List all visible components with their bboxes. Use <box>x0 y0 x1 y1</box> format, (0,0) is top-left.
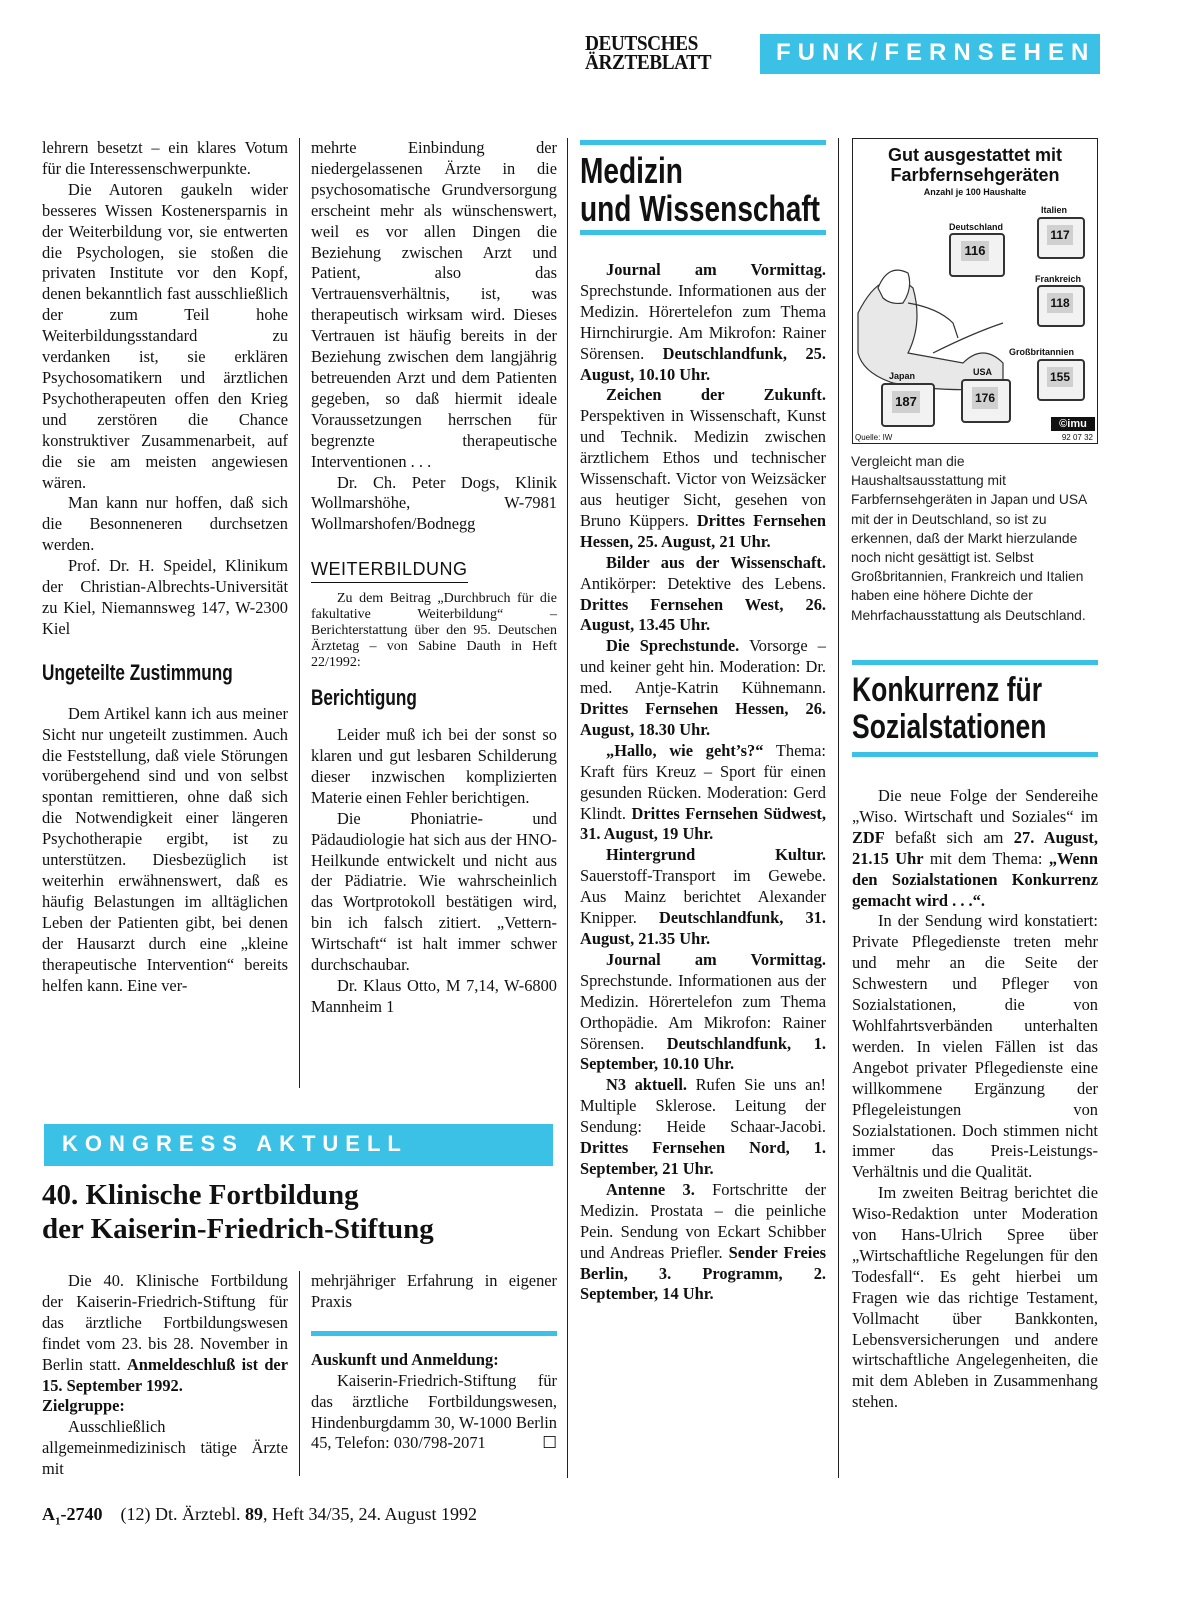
kongress-title-line1: 40. Klinische Fortbildung <box>42 1179 359 1211</box>
program-description: Vorsorge – und keiner geht hin. Moderation: Dr. med. Antje-Katrin Kühnemann. <box>580 636 826 698</box>
letter-signature: Dr. Klaus Otto, M 7,14, W-6800 Mannheim 1 <box>311 976 557 1016</box>
tv-listing-item <box>580 1075 826 1180</box>
program-name: Antenne 3. <box>606 1179 695 1199</box>
program-description: Rufen Sie uns an! Multiple Sklerose. Leitung der Sendung: Heide Schaar-Jacobi. <box>580 1075 826 1137</box>
divider-bar <box>580 140 826 145</box>
kongress-banner <box>44 1124 553 1166</box>
konkurrenz-intro <box>852 786 1098 911</box>
infographic-code: 92 07 32 <box>1061 433 1093 442</box>
program-airtime: Drittes Fernsehen Nord, 1. September, 21 Uhr. <box>580 1138 826 1178</box>
letter-heading: Ungeteilte Zustimmung <box>42 659 233 685</box>
letter-signature: Dr. Ch. Peter Dogs, Klinik Wollmarshöhe, W-7981 Wollmarshofen/Bodnegg <box>311 472 557 534</box>
letter-text: mehrte Einbindung der niedergelassenen Ärzte in die psychosomatische Grundversorgung erscheint mehr als wünschenswert, weil es vor allen Dingen die Beziehung zwischen Arzt und Patient, also das Vertrauensverhältnis, ist, was therapeutisch wirksam wird. Dieses Vertrauen ist häufig bereits in der Beziehung zwischen dem langjährig betreuenden Arzt und dem Patienten gegeben, so daß hiermit ideale Voraussetzungen herrschen für begrenzte therapeutische Interventionen . . . <box>311 138 557 471</box>
country-label: USA <box>973 367 993 377</box>
country-value: 116 <box>961 241 989 261</box>
medizin-title-line2: und Wissenschaft <box>580 188 821 229</box>
program-airtime: Drittes Fernsehen Hessen, 26. August, 18.30 Uhr. <box>580 699 826 739</box>
konkurrenz-title-line1: Konkurrenz für <box>852 671 1043 709</box>
infographic-title-line2: Farbfernsehgeräten <box>890 165 1060 185</box>
program-description: Sauerstoff-Transport im Gewebe. Aus Mainz berichtet Alexander Knipper. <box>580 866 826 928</box>
column-divider <box>299 138 300 1088</box>
letter-intro: Zu dem Beitrag „Durchbruch für die fakultative Weiterbildung“ – Berichterstattung über den 95. Deutschen Ärztetag – von Sabine Dauth in Heft 22/1992: <box>311 591 557 671</box>
program-airtime: Sender Freies Berlin, 3. Programm, 2. September, 14 Uhr. <box>580 1242 826 1304</box>
program-airtime: Drittes Fernsehen Südwest, 31. August, 19 Uhr. <box>580 803 826 844</box>
program-name: Journal am Vormittag. <box>606 260 826 279</box>
kongress-text: mehrjähriger Erfahrung in eigener Praxis <box>311 1271 557 1311</box>
tv-listing-item <box>580 845 826 950</box>
konkurrenz-paragraph: In der Sendung wird konstatiert: Private Pflegedienste treten mehr und mehr an die Seite der Schwestern und Pfleger von Sozialstationen, die von Wohlfahrtsverbänden unterhalten werden. In vielen Fällen ist das Angebot privater Pflegedienste eine willkommene Ergänzung der Pflegeleistungen von Sozialstationen. Doch stimmen nicht immer das Preis-Leistungs-Verhältnis und die Qualität. <box>852 911 1098 1182</box>
letter-text: Dem Artikel kann ich aus meiner Sicht nur ungeteilt zustimmen. Auch die Feststellung, daß viele Störungen vorübergehend sind und von selbst spontan remittieren, ohne daß sich die Notwendigkeit einer längeren Psychotherapie ergibt, ist zu unterstützen. Diesbezüglich ist weiterhin erwähnenswert, daß es häufig Belastungen im alltäglichen Leben der Patienten gibt, bei denen der Hausarzt durch eine „kleine therapeutische Intervention“ bereits helfen kann. Eine ver- <box>42 703 288 995</box>
section-label: FUNK/FERNSEHEN <box>776 39 1096 66</box>
tv-listings <box>580 260 826 1305</box>
kongress-banner-label: KONGRESS AKTUELL <box>62 1131 408 1156</box>
rubric-weiterbildung <box>311 559 468 583</box>
citation: (12) Dt. Ärztebl. <box>120 1504 245 1524</box>
kongress-text <box>42 1271 288 1396</box>
konkurrenz-title <box>852 672 1047 746</box>
auskunft-address: Kaiserin-Friedrich-Stiftung für das ärztliche Fortbildungswesen, Hindenburgdamm 30, W-1000 Berlin 45, Telefon: 030/798-2071 <box>311 1370 557 1453</box>
volume: 89 <box>244 1504 263 1524</box>
page-sub: 1 <box>55 1515 61 1528</box>
letter-text: lehrern besetzt – ein klares Votum für die Interessenschwerpunkte. <box>42 138 288 178</box>
citation-issue: , Heft 34/35, 24. August 1992 <box>262 1504 477 1524</box>
tv-listing-item <box>580 553 826 637</box>
infographic-caption: Vergleicht man die Haushaltsausstattung mit Farbfernsehgeräten in Japan und USA mit der in Deutschland, so ist zu erkennen, daß der Markt hierzulande noch nicht gesättigt ist. Selbst Großbritannien, Frankreich und Italien haben eine höhere Dichte der Mehrfachausstattung als Deutschland. <box>851 454 1087 623</box>
tv-listing-item <box>580 636 826 741</box>
program-airtime: Deutschlandfunk, 1. September, 10.10 Uhr. <box>580 1033 826 1074</box>
country-value: 118 <box>1047 293 1073 313</box>
divider-bar <box>311 1331 557 1336</box>
episode-title: „Wenn den Sozialstationen Konkurrenz gemacht wird . . .“. <box>852 848 1098 910</box>
tv-set-frankreich <box>1035 274 1085 327</box>
page-letter: A <box>42 1504 55 1524</box>
divider-bar <box>852 752 1098 757</box>
page-num: -2740 <box>60 1504 103 1524</box>
masthead-line2: ÄRZTEBLATT <box>585 50 712 74</box>
program-airtime: Drittes Fernsehen Hessen, 25. August, 21 Uhr. <box>580 510 827 551</box>
page-footer <box>42 1504 477 1528</box>
kongress-deadline: Anmeldeschluß ist der 15. September 1992. <box>42 1354 288 1395</box>
divider-bar <box>852 660 1098 665</box>
tv-set-japan <box>881 371 935 427</box>
infographic-source: Quelle: IW <box>855 433 893 442</box>
tv-set-deutschland <box>949 222 1005 277</box>
program-description: Sprechstunde. Informationen aus der Medizin. Hörertelefon zum Thema Hirnchirurgie. Am Mikrofon: Rainer Sörensen. <box>580 280 826 363</box>
letter-text: Man kann nur hoffen, daß sich die Besonneneren durchsetzen werden. <box>42 493 288 555</box>
program-name: Die Sprechstunde. <box>606 636 740 656</box>
tv-set-italien <box>1037 205 1085 259</box>
medizin-title <box>580 152 820 228</box>
letter-text: Leider muß ich bei der sonst so klaren und gut lesbaren Schilderung dieser inzwischen komplizierten Materie einen Fehler berichtigen. <box>311 725 557 807</box>
page-number <box>42 1504 103 1528</box>
auskunft-label <box>311 1350 557 1371</box>
tv-set-usa <box>961 367 1011 423</box>
country-label: Italien <box>1041 205 1068 215</box>
zielgruppe-heading: Zielgruppe: <box>42 1396 125 1416</box>
country-label: Großbritannien <box>1009 347 1074 357</box>
broadcaster: ZDF <box>852 827 885 847</box>
program-name: Bilder aus der Wissenschaft. <box>606 552 826 572</box>
text-run: befaßt sich am <box>884 827 1014 847</box>
program-airtime: Deutschlandfunk, 31. August, 21.35 Uhr. <box>580 908 826 948</box>
tv-listing-item <box>580 1180 826 1305</box>
country-label: Frankreich <box>1035 274 1082 284</box>
konkurrenz-title-line2: Sozialstationen <box>852 708 1047 746</box>
program-name: „Hallo, wie geht’s?“ <box>606 740 764 760</box>
section-banner <box>760 34 1100 74</box>
tv-listing-item <box>580 385 826 552</box>
kongress-right <box>311 1271 557 1454</box>
program-description: Perspektiven in Wissenschaft, Kunst und Technik. Medizin zwischen ärztlichem Ethos und technischer Wissenschaft. Victor von Weizsäcker aus heutiger Sicht, gesehen von Bruno Küppers. <box>580 406 826 530</box>
zielgruppe-text: Ausschließlich allgemeinmedizinisch tätige Ärzte mit <box>42 1417 288 1479</box>
airtime: 27. August, 21.15 Uhr <box>852 827 1098 868</box>
program-name: N3 aktuell. <box>606 1075 687 1095</box>
divider-bar <box>580 230 826 235</box>
text-run: Die neue Folge der Sendereihe „Wiso. Wirtschaft und Soziales“ im <box>852 786 1098 826</box>
country-value: 155 <box>1047 367 1073 387</box>
country-value: 176 <box>972 387 998 409</box>
tv-set-grossbritannien <box>1009 347 1085 401</box>
program-description: Antikörper: Detektive des Lebens. <box>580 573 826 593</box>
program-airtime: Drittes Fernsehen West, 26. August, 13.45 Uhr. <box>580 594 826 635</box>
program-name: Hintergrund Kultur. <box>606 845 826 865</box>
tv-listing-item <box>580 260 826 385</box>
kongress-title <box>42 1178 562 1246</box>
text-run: mit dem Thema: <box>923 848 1049 868</box>
column-letters-2 <box>311 138 557 1018</box>
country-label: Japan <box>889 371 916 381</box>
letter-text: Die Autoren gaukeln wider besseres Wissen Kostenersparnis in der Weiterbildung vor, sie entwerten die Psychologen, sie stoßen die privaten Institute vor den Kopf, denen bekanntlich fast ausschließlich der zum Teil hohe Weiterbildungsstandard zu verdanken ist, sie erklären Psychosomatikern und ärztlichen Psychotherapeuten offen den Krieg und zerstören die Chance konstruktiver Zusammenarbeit, auf die sie am meisten angewiesen wären. <box>42 179 288 492</box>
medizin-title-line1: Medizin <box>580 150 683 191</box>
masthead <box>585 31 750 74</box>
tv-listing-item <box>580 950 826 1075</box>
program-description: Fortschritte der Medizin. Prostata – die peinliche Pein. Sendung von Eckart Schibber und Andreas Priefler. <box>580 1179 826 1262</box>
auskunft-heading: Auskunft und Anmeldung: <box>311 1349 499 1369</box>
country-value: 187 <box>892 391 920 413</box>
program-name: Journal am Vormittag. <box>606 949 826 969</box>
infographic-logo <box>1051 417 1095 431</box>
masthead-line1: DEUTSCHES <box>585 31 698 55</box>
column-divider <box>567 138 568 1478</box>
column-divider <box>299 1271 300 1476</box>
logo-text: ©imu <box>1059 418 1087 430</box>
letter-heading: Berichtigung <box>311 685 417 711</box>
rubric-label: WEITERBILDUNG <box>311 559 468 580</box>
infographic-subtitle: Anzahl je 100 Haushalte <box>923 187 1027 197</box>
program-description: Sprechstunde. Informationen aus der Medizin. Hörertelefon zum Thema Orthopädie. Am Mikrofon: Rainer Sörensen. <box>580 970 826 1053</box>
zielgruppe-label <box>42 1396 288 1417</box>
program-name: Zeichen der Zukunft. <box>606 385 826 405</box>
infographic <box>852 138 1098 444</box>
program-description: Thema: Kraft fürs Kreuz – Sport für einen gesunden Rücken. Moderation: Gerd Klindt. <box>580 740 826 823</box>
program-airtime: Deutschlandfunk, 25. August, 10.10 Uhr. <box>580 343 826 384</box>
letter-signature: Prof. Dr. H. Speidel, Klinikum der Christian-Albrechts-Universität zu Kiel, Niemannsweg 147, W-2300 Kiel <box>42 556 288 638</box>
kongress-title-line2: der Kaiserin-Friedrich-Stiftung <box>42 1213 434 1245</box>
konkurrenz-paragraph: Im zweiten Beitrag berichtet die Wiso-Redaktion unter Moderation von Hans-Ulrich Spree über „Wirtschaftliche Regelungen für den Todesfall“. Es geht hierbei um Fragen wie das richtige Testament, Vollmacht über Bankkonten, Lebensversicherungen und andere wirtschaftliche Angelegenheiten, die mit dem Ableben in Zusammenhang stehen. <box>852 1183 1098 1412</box>
column-letters-1 <box>42 138 288 996</box>
konkurrenz-text <box>852 786 1098 1413</box>
infographic-title-line1: Gut ausgestattet mit <box>887 145 1063 165</box>
letter-text: Die Phoniatrie- und Pädaudiologie hat sich aus der HNO-Heilkunde entwickelt und nicht aus der Pädiatrie. Wie wahrscheinlich das Wortprotokoll bestätigen wird, bin ich falsch zitiert. „Vettern-Wirtschaft“ ist halt immer schwer durchschaubar. <box>311 808 557 975</box>
kongress-left <box>42 1271 288 1480</box>
tv-listing-item <box>580 741 826 846</box>
end-mark: ☐ <box>542 1433 557 1453</box>
country-value: 117 <box>1047 225 1073 245</box>
infographic-title <box>853 145 1097 185</box>
auskunft-text <box>311 1371 557 1455</box>
country-label: Deutschland <box>949 222 1004 232</box>
kongress-intro: Die 40. Klinische Fortbildung der Kaiserin-Friedrich-Stiftung für das ärztliche Fortbildungswesen findet vom 23. bis 28. November in Berlin statt. <box>42 1271 288 1374</box>
column-divider <box>838 138 839 1478</box>
